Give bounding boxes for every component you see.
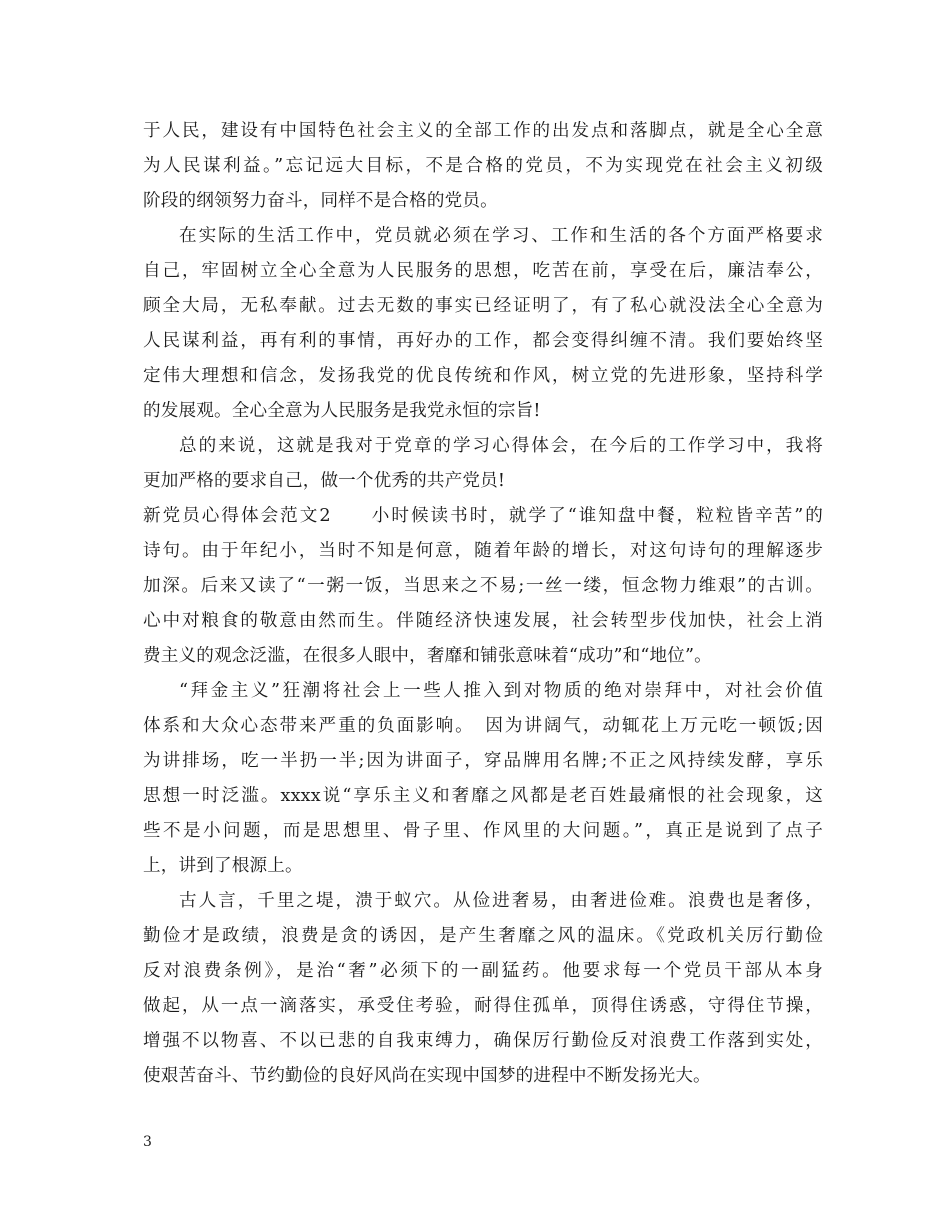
text-line: 些不是小问题，而是思想里、骨子里、作风里的大问题。”，真正是说到了点子 <box>143 821 823 841</box>
text-line: 自己，牢固树立全心全意为人民服务的思想，吃苦在前，享受在后，廉洁奉公， <box>143 261 823 281</box>
document-body <box>143 114 823 1094</box>
text-line: 人民谋利益，再有利的事情，再好办的工作，都会变得纠缠不清。我们要始终坚 <box>143 331 823 351</box>
text-line: 增强不以物喜、不以已悲的自我束缚力，确保厉行勤俭反对浪费工作落到实处， <box>143 1031 823 1051</box>
text-line: 阶段的纲领努力奋斗，同样不是合格的党员。 <box>143 191 498 211</box>
text-line: 费主义的观念泛滥，在很多人眼中，奢靡和铺张意味着“成功”和“地位”。 <box>143 646 712 666</box>
text-line: 上，讲到了根源上。 <box>143 856 303 876</box>
text-line: 的发展观。全心全意为人民服务是我党永恒的宗旨! <box>143 401 541 421</box>
text-line: 反对浪费条例》，是治“奢”必须下的一副猛药。他要求每一个党员干部从本身 <box>143 961 823 981</box>
text-line: 诗句。由于年纪小，当时不知是何意，随着年龄的增长，对这句诗句的理解逐步 <box>143 541 823 561</box>
text-line: 更加严格的要求自己，做一个优秀的共产党员! <box>143 471 506 491</box>
text-line: 定伟大理想和信念，发扬我党的优良传统和作风，树立党的先进形象，坚持科学 <box>143 366 823 386</box>
paragraph-first-line: “拜金主义”狂潮将社会上一些人推入到对物质的绝对崇拜中，对社会价值 <box>179 681 823 701</box>
text-line: 为讲排场，吃一半扔一半;因为讲面子，穿品牌用名牌;不正之风持续发酵，享乐 <box>143 751 823 771</box>
paragraph-first-line: 古人言，千里之堤，溃于蚁穴。从俭进奢易，由奢进俭难。浪费也是奢侈， <box>179 891 823 911</box>
text-line: 使艰苦奋斗、节约勤俭的良好风尚在实现中国梦的进程中不断发扬光大。 <box>143 1066 711 1086</box>
text-line: 做起，从一点一滴落实，承受住考验，耐得住孤单，顶得住诱惑，守得住节操， <box>143 996 823 1016</box>
text-line: 顾全大局，无私奉献。过去无数的事实已经证明了，有了私心就没法全心全意为 <box>143 296 823 316</box>
paragraph-first-line: 在实际的生活工作中，党员就必须在学习、工作和生活的各个方面严格要求 <box>179 226 823 246</box>
text-line: 为人民谋利益。”忘记远大目标，不是合格的党员，不为实现党在社会主义初级 <box>143 156 823 176</box>
paragraph-first-line: 总的来说，这就是我对于党章的学习心得体会，在今后的工作学习中，我将 <box>179 436 823 456</box>
text-line: 加深。后来又读了“一粥一饭，当思来之不易;一丝一缕，恒念物力维艰”的古训。 <box>143 576 823 596</box>
text-line: 心中对粮食的敬意由然而生。伴随经济快速发展，社会转型步伐加快，社会上消 <box>143 611 823 631</box>
page-number: 3 <box>143 1134 152 1150</box>
text-line: 体系和大众心态带来严重的负面影响。 因为讲阔气，动辄花上万元吃一顿饭;因 <box>143 716 823 736</box>
text-line: 勤俭才是政绩，浪费是贪的诱因，是产生奢靡之风的温床。《党政机关厉行勤俭 <box>143 926 823 946</box>
text-line: 思想一时泛滥。xxxx说“享乐主义和奢靡之风都是老百姓最痛恨的社会现象，这 <box>143 786 823 806</box>
text-line: 于人民，建设有中国特色社会主义的全部工作的出发点和落脚点，就是全心全意 <box>143 121 823 141</box>
section-heading-line: 新党员心得体会范文2 小时候读书时，就学了“谁知盘中餐，粒粒皆辛苦”的 <box>143 506 823 526</box>
